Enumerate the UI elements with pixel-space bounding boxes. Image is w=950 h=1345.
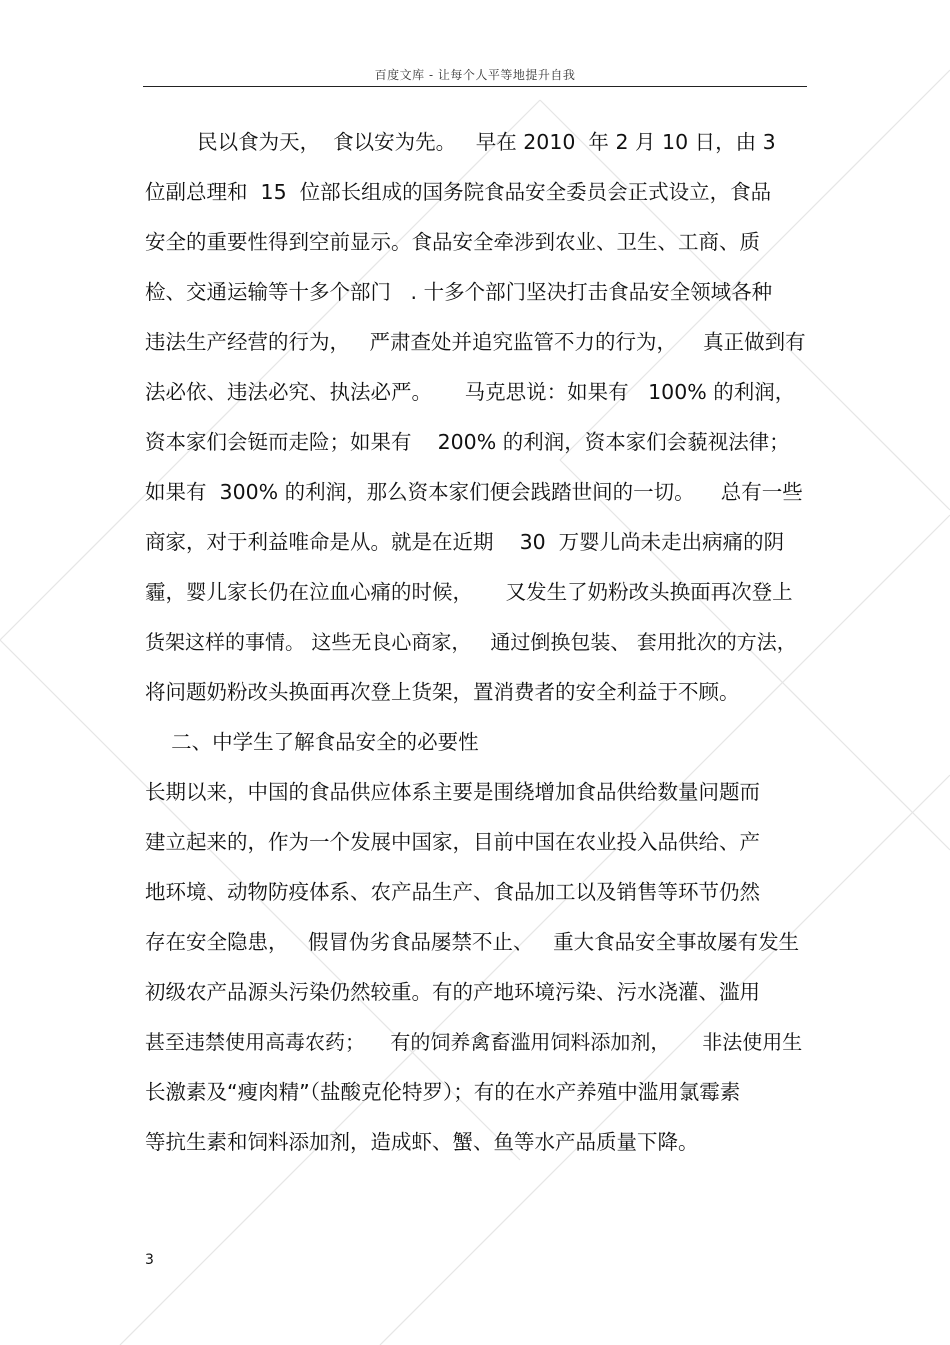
text-line: 位副总理和 15 位部长组成的国务院食品安全委员会正式设立，食品: [145, 180, 772, 204]
text-line: 检、交通运输等十多个部门 . 十多个部门坚决打击食品安全领域各种: [145, 280, 773, 304]
text-line: 长激素及“瘦肉精”（盐酸克伦特罗）；有的在水产养殖中滥用氯霉素: [145, 1080, 741, 1104]
text-line: 甚至违禁使用高毒农药； 有的饲养禽畜滥用饲料添加剂， 非法使用生: [145, 1030, 803, 1054]
text-line: 法必依、违法必究、执法必严。 马克思说：如果有 100% 的利润，: [145, 380, 796, 404]
page-number: 3: [145, 1252, 154, 1268]
text-line: 资本家们会铤而走险；如果有 200% 的利润，资本家们会藐视法律；: [145, 430, 790, 454]
text-line: 违法生产经营的行为， 严肃查处并追究监管不力的行为， 真正做到有: [145, 330, 806, 354]
text-line: 商家，对于利益唯命是从。就是在近期 30 万婴儿尚未走出病痛的阴: [145, 530, 785, 554]
text-line: 长期以来，中国的食品供应体系主要是围绕增加食品供给数量问题而: [145, 780, 760, 804]
text-line: 如果有 300% 的利润，那么资本家们便会践踏世间的一切。 总有一些: [145, 480, 803, 504]
text-line: 货架这样的事情。 这些无良心商家， 通过倒换包装、 套用批次的方法，: [145, 630, 797, 654]
text-line: 建立起来的，作为一个发展中国家，目前中国在农业投入品供给、产: [145, 830, 760, 854]
text-line: 地环境、动物防疫体系、农产品生产、食品加工以及销售等环节仍然: [145, 880, 760, 904]
text-line: 存在安全隐患， 假冒伪劣食品屡禁不止、 重大食品安全事故屡有发生: [145, 930, 800, 954]
text-line: 等抗生素和饲料添加剂，造成虾、蟹、鱼等水产品质量下降。: [145, 1130, 699, 1154]
section-heading: 二、中学生了解食品安全的必要性: [145, 730, 479, 754]
text-line: 初级农产品源头污染仍然较重。有的产地环境污染、污水浇灌、滥用: [145, 980, 760, 1004]
text-line: 霾，婴儿家长仍在泣血心痛的时候， 又发生了奶粉改头换面再次登上: [145, 580, 793, 604]
text-line: 将问题奶粉改头换面再次登上货架，置消费者的安全利益于不顾。: [145, 680, 740, 704]
text-line: 民以食为天， 食以安为先。 早在 2010 年 2 月 10 日，由 3: [145, 130, 776, 154]
page-header: 百度文库 - 让每个人平等地提升自我: [374, 68, 576, 82]
text-line: 安全的重要性得到空前显示。食品安全牵涉到农业、卫生、工商、质: [145, 230, 760, 254]
header-divider: [143, 86, 807, 87]
